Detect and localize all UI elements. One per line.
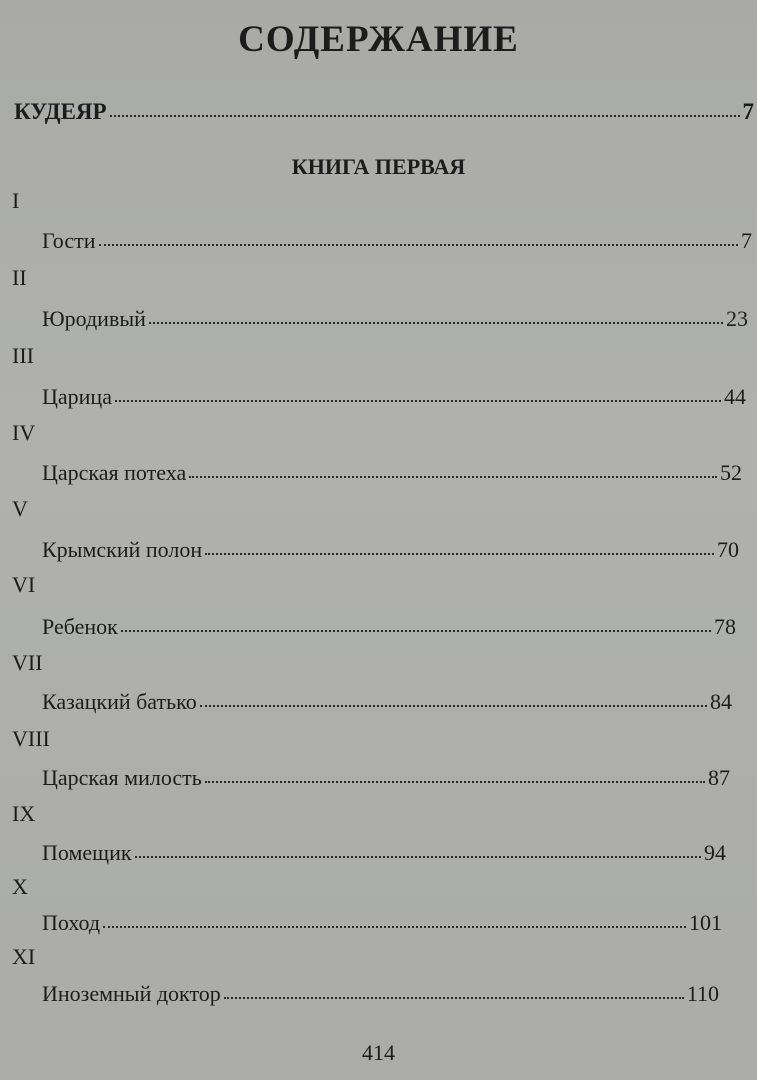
chapter-numeral: IV [12, 420, 36, 445]
dot-leader [224, 996, 684, 999]
chapter-page: 84 [710, 689, 732, 714]
chapter-title: Царица [42, 384, 112, 409]
chapter-numeral: X [12, 874, 28, 899]
chapter-entry [42, 537, 739, 563]
chapter-title: Царская потеха [42, 460, 187, 485]
chapter-page: 7 [741, 228, 752, 253]
dot-leader [115, 399, 721, 402]
chapter-page: 87 [708, 765, 730, 790]
chapter-title: Казацкий батько [42, 689, 197, 714]
chapter-numeral: V [12, 496, 28, 521]
dot-leader [103, 925, 686, 928]
chapter-numeral: VIII [12, 726, 50, 751]
chapter-entry [42, 981, 719, 1007]
chapter-numeral: III [12, 343, 34, 368]
page-number: 414 [362, 1040, 395, 1065]
chapter-page: 101 [689, 910, 722, 935]
chapter-numeral: VI [12, 572, 36, 597]
main-entry-page: 7 [742, 99, 754, 124]
main-entry-title: КУДЕЯР [14, 99, 107, 124]
dot-leader [205, 780, 705, 783]
chapter-title: Гости [42, 228, 96, 253]
chapter-numeral: XI [12, 944, 36, 969]
chapter-numeral: I [12, 188, 20, 213]
dot-leader [110, 114, 740, 117]
chapter-entry [42, 689, 732, 715]
chapter-page: 94 [704, 840, 726, 865]
chapter-title: Царская милость [42, 765, 202, 790]
dot-leader [149, 321, 723, 324]
chapter-entry [42, 384, 746, 410]
chapter-title: Поход [42, 910, 101, 935]
chapter-numeral: IX [12, 801, 36, 826]
dot-leader [135, 855, 701, 858]
chapter-page: 78 [714, 614, 736, 639]
chapter-entry [42, 614, 736, 640]
chapter-page: 23 [726, 306, 748, 331]
chapter-entry [42, 910, 722, 936]
chapter-page: 70 [717, 537, 739, 562]
chapter-title: Юродивый [42, 306, 146, 331]
chapter-title: Иноземный доктор [42, 981, 221, 1006]
chapter-page: 44 [724, 384, 746, 409]
chapter-title: Крымский полон [42, 537, 203, 562]
dot-leader [189, 475, 717, 478]
dot-leader [200, 704, 707, 707]
page-title: СОДЕРЖАНИЕ [238, 19, 519, 60]
dot-leader [205, 552, 714, 555]
book-title: КНИГА ПЕРВАЯ [291, 154, 466, 179]
chapter-page: 110 [686, 981, 719, 1006]
chapter-numeral: VII [12, 650, 43, 675]
toc-main-entry [14, 99, 754, 125]
chapter-entry [42, 765, 730, 791]
dot-leader [99, 243, 739, 246]
chapter-page: 52 [720, 460, 742, 485]
chapter-numeral: II [12, 265, 27, 290]
chapter-title: Ребенок [42, 614, 118, 639]
chapter-entry [42, 840, 726, 866]
chapter-title: Помещик [42, 840, 132, 865]
chapter-entry [42, 460, 742, 486]
chapter-entry [42, 228, 752, 254]
dot-leader [121, 629, 711, 632]
chapter-entry [42, 306, 748, 332]
